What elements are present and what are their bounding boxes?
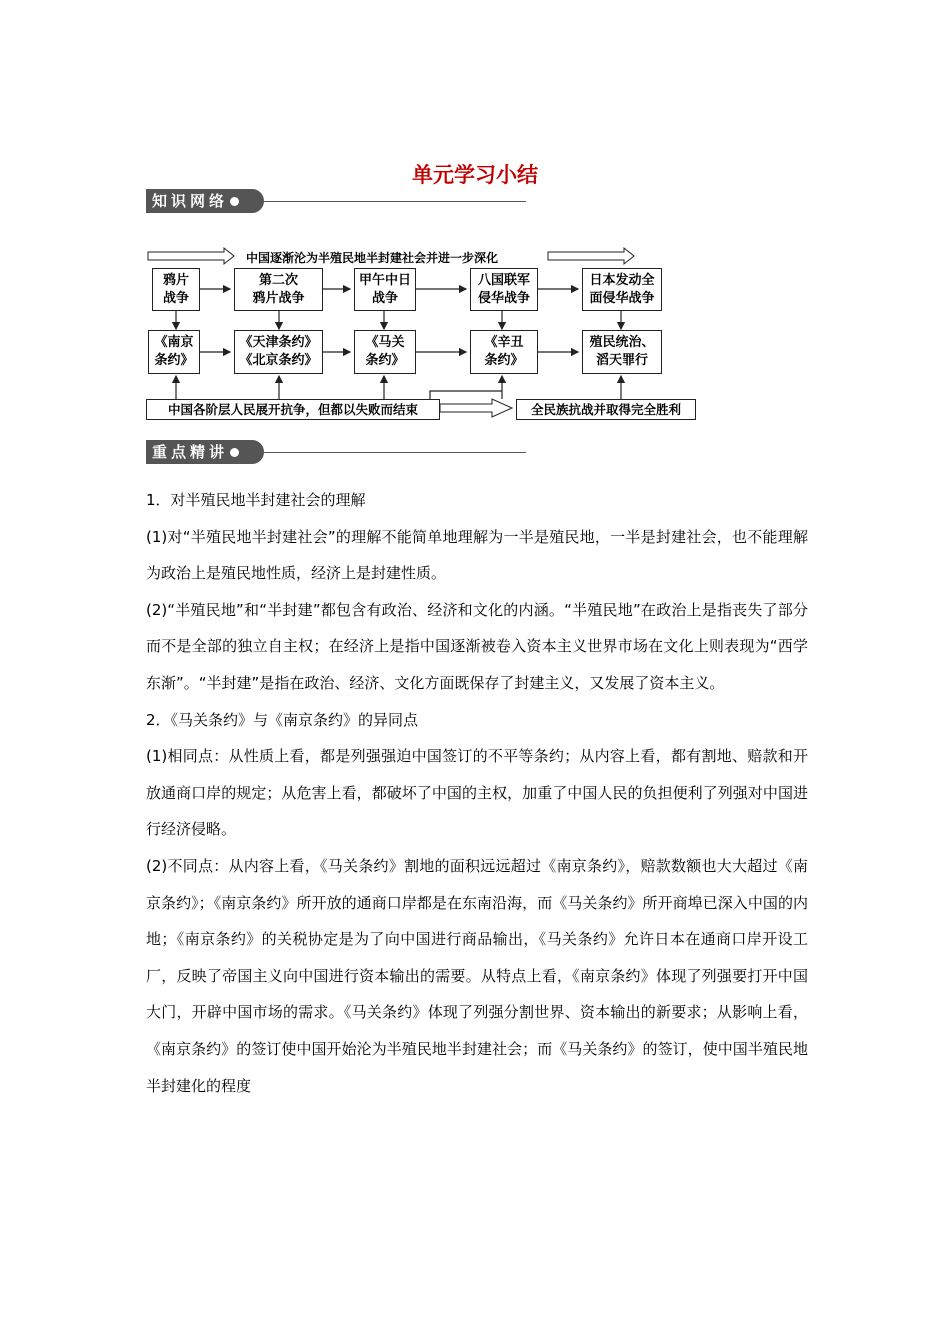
knowledge-diagram: [140, 236, 710, 426]
treaty-box: 《南京 条约》: [148, 330, 200, 374]
war-box: 八国联军 侵华战争: [470, 268, 538, 311]
section-label: [146, 189, 264, 213]
resistance-box: 中国各阶层人民展开抗争，但都以失败而结束: [146, 399, 440, 420]
treaty-box: 殖民统治、 滔天罪行: [582, 330, 662, 374]
war-box: 鸦片 战争: [152, 268, 200, 311]
section-label-text: 知识网络: [152, 192, 229, 210]
war-box: 甲午中日 战争: [354, 268, 416, 311]
divider: [264, 201, 526, 202]
treaty-box: 《辛丑 条约》: [470, 330, 538, 374]
article-body: [146, 482, 808, 1104]
section-label: [146, 440, 264, 464]
section-header-focus: [146, 440, 526, 468]
section-header-network: [146, 189, 526, 217]
hollow-arrow-icon: [548, 248, 634, 264]
war-box: 第二次 鸦片战争: [234, 268, 323, 311]
dot-icon: [230, 197, 239, 206]
section-label-text: 重点精讲: [152, 443, 229, 461]
paragraph: (2)“半殖民地”和“半封建”都包含有政治、经济和文化的内涵。“半殖民地”在政治上是指丧失了部分而不是全部的独立自主权；在经济上是指中国逐渐被卷入资本主义世界市场在文化上则表现为“西学东渐”。“半封建”是指在政治、经济、文化方面既保存了封建主义，又发展了资本主义。: [146, 600, 808, 692]
war-box: 日本发动全 面侵华战争: [582, 268, 662, 311]
hollow-arrow-icon: [440, 399, 512, 417]
divider: [264, 452, 526, 453]
paragraph: (1)相同点：从性质上看，都是列强强迫中国签订的不平等条约；从内容上看，都有割地、赔款和开放通商口岸的规定；从危害上看，都破坏了中国的主权，加重了中国人民的负担便利了列强对中国进行经济侵略。: [146, 747, 808, 839]
hollow-arrow-icon: [148, 248, 234, 264]
treaty-box: 《天津条约》 《北京条约》: [234, 330, 323, 374]
heading-1: 1．对半殖民地半封建社会的理解: [146, 491, 366, 509]
paragraph: (2)不同点：从内容上看，《马关条约》割地的面积远远超过《南京条约》，赔款数额也大大超过《南京条约》；《南京条约》所开放的通商口岸都是在东南沿海，而《马关条约》所开商埠已深入中国的内地；《南京条约》的关税协定是为了向中国进行商品输出，《马关条约》允许日本在通商口岸开设工厂，反映了帝国主义向中国进行资本输出的需要。从特点上看，《南京条约》体现了列强要打开中国大门，开辟中国市场的需求。《马关条约》体现了列强分割世界、资本输出的新要求；从影响上看，《南京条约》的签订使中国开始沦为半殖民地半封建社会；而《马关条约》的签订，使中国半殖民地半封建化的程度: [146, 856, 808, 1095]
dot-icon: [230, 448, 239, 457]
diagram-top-label: 中国逐渐沦为半殖民地半封建社会并进一步深化: [246, 251, 499, 265]
victory-box: 全民族抗战并取得完全胜利: [516, 399, 696, 420]
treaty-box: 《马关 条约》: [354, 330, 416, 374]
heading-2: 2．《马关条约》与《南京条约》的异同点: [146, 710, 419, 729]
page-title: 单元学习小结: [412, 163, 538, 187]
paragraph: (1)对“半殖民地半封建社会”的理解不能简单地理解为一半是殖民地，一半是封建社会，也不能理解为政治上是殖民地性质，经济上是封建性质。: [146, 527, 808, 583]
